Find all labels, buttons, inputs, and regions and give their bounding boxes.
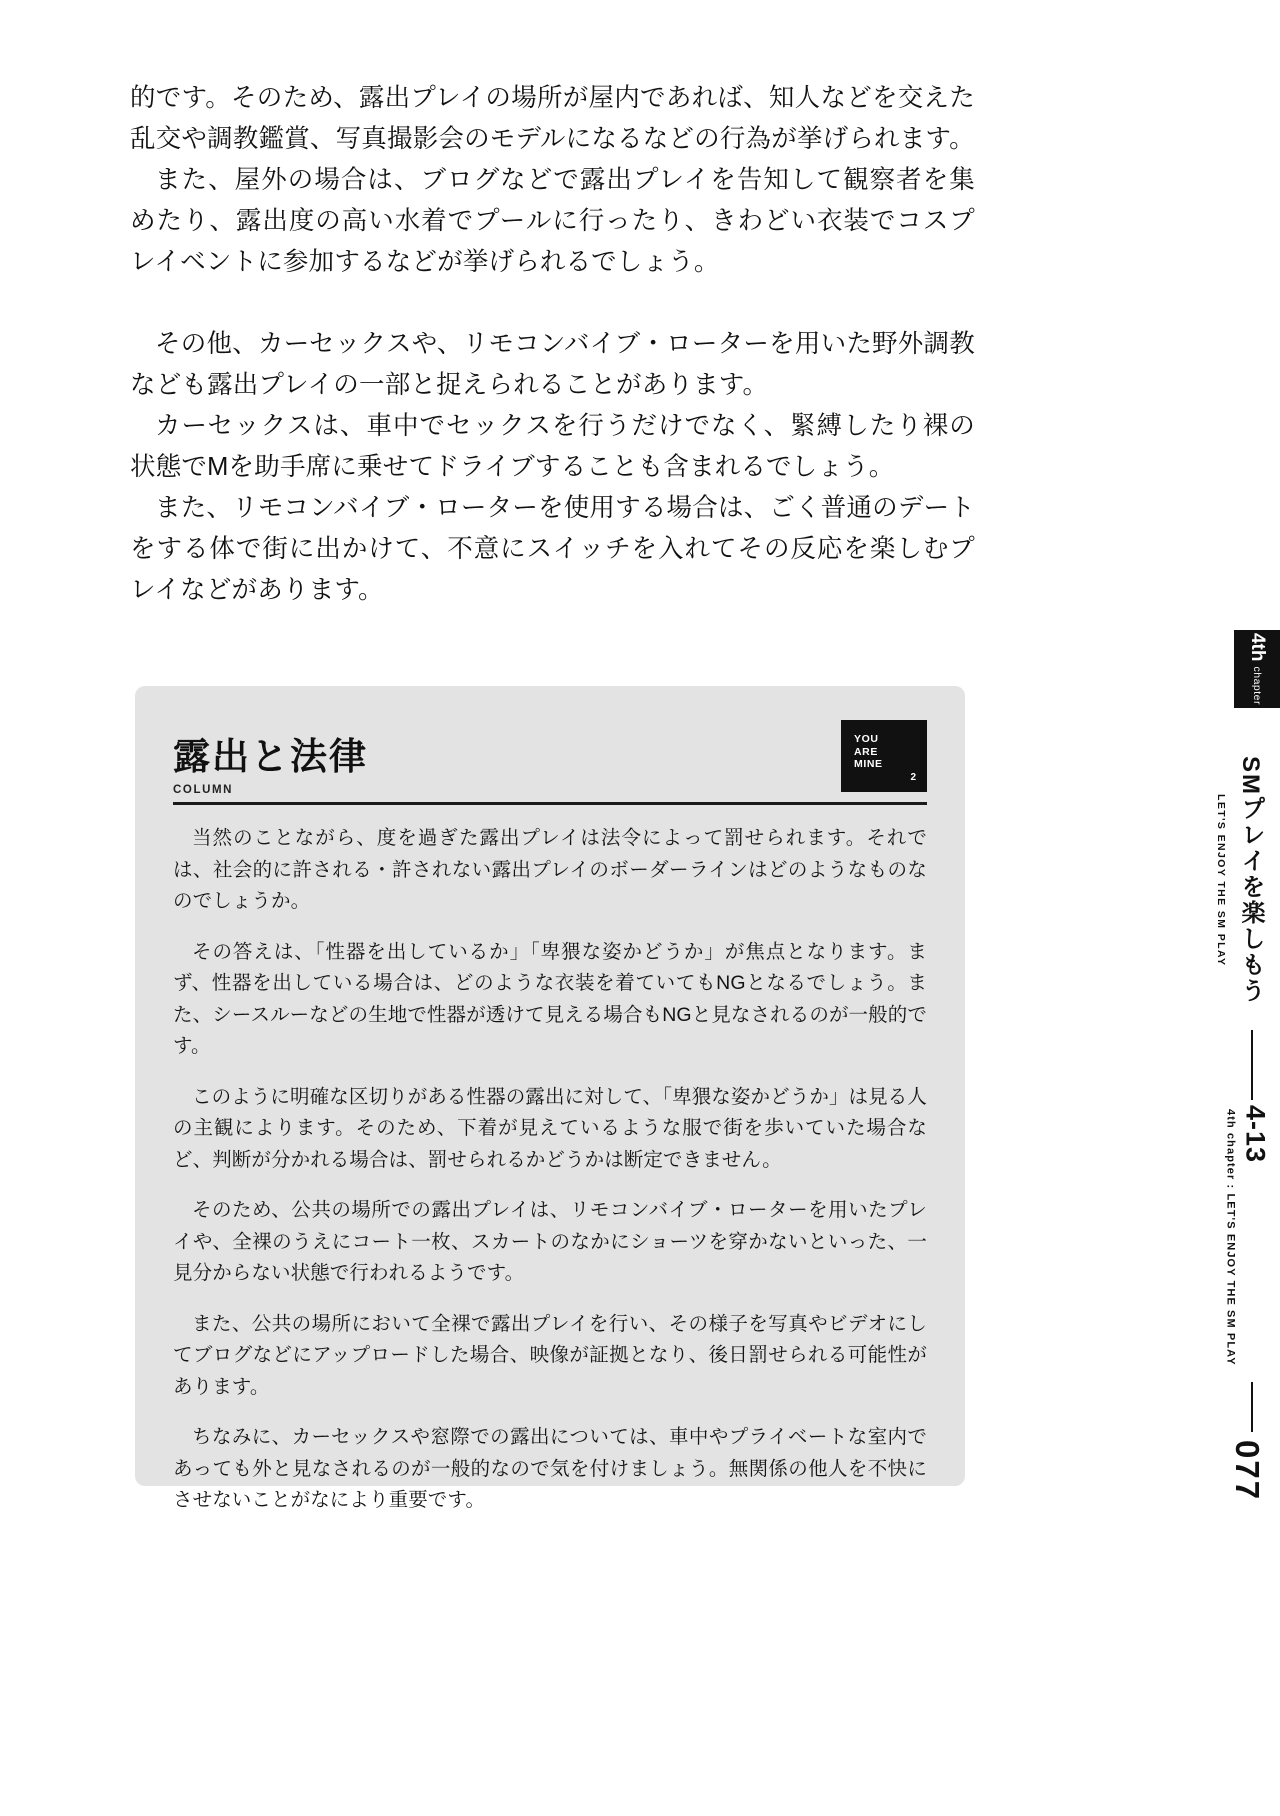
section-description-line2: LET'S ENJOY THE SM PLAY <box>1224 1193 1237 1366</box>
body-paragraph: また、屋外の場合は、ブログなどで露出プレイを告知して観察者を集めたり、露出度の高い水着でプールに行ったり、きわどい衣装でコスプレイベントに参加するなどが挙げられるでしょう。 <box>130 166 975 276</box>
column-paragraph: ちなみに、カーセックスや窓際での露出については、車中やプライベートな室内であっても外と見なされるのが一般的なので気を付けましょう。無関係の他人を不快にさせないことがなにより重要です。 <box>173 1426 927 1511</box>
column-paragraph: その答えは、「性器を出しているか」「卑猥な姿かどうか」が焦点となります。まず、性器を出している場合は、どのような衣装を着ていてもNGとなるでしょう。また、シースルーなどの生地で性器が透けて見える場合もNGと見なされるのが一般的です。 <box>173 940 927 1057</box>
chapter-tab-word: chapter <box>1251 666 1263 706</box>
logo-text-block <box>854 733 883 771</box>
logo-line-1: YOU <box>854 733 879 745</box>
chapter-title-ja: SMプレイを楽しもう <box>1237 756 1264 1004</box>
section-description-line1: 4th chapter : <box>1224 1109 1237 1190</box>
logo-line-3: MINE <box>854 758 883 770</box>
section-description <box>1224 1109 1238 1366</box>
chapter-title-en: LET'S ENJOY THE SM PLAY <box>1215 793 1227 967</box>
logo-line-2: ARE <box>854 745 878 758</box>
column-title-wrap <box>173 736 368 796</box>
you-are-mine-logo-icon <box>841 720 927 792</box>
page-body-text <box>130 78 975 611</box>
column-header <box>173 720 927 805</box>
column-label: COLUMN <box>173 784 234 796</box>
body-paragraph: その他、カーセックスや、リモコンバイブ・ローターを用いた野外調教なども露出プレイの一部と捉えられることがあります。 <box>130 330 975 399</box>
column-box <box>135 686 965 1511</box>
sidebar-divider-top <box>1251 1030 1253 1100</box>
paragraph-spacer <box>130 283 975 324</box>
body-paragraph: また、リモコンバイブ・ローターを使用する場合は、ごく普通のデートをする体で街に出かけて、不意にスイッチを入れてその反応を楽しむプレイなどがあります。 <box>130 494 975 604</box>
chapter-tab-number: 4th <box>1247 632 1268 662</box>
body-paragraph: カーセックスは、車中でセックスを行うだけでなく、緊縛したり裸の状態でMを助手席に乗せてドライブすることも含まれるでしょう。 <box>130 412 975 481</box>
sidebar-divider-bottom <box>1251 1382 1253 1432</box>
column-paragraph: そのため、公共の場所での露出プレイは、リモコンバイブ・ローターを用いたプレイや、全裸のうえにコート一枚、スカートのなかにショーツを穿かないといった、一見分からない状態で行われるようです。 <box>173 1199 927 1284</box>
column-paragraph: このように明確な区切りがある性器の露出に対して、「卑猥な姿かどうか」は見る人の主観によります。そのため、下着が見えているような服で街を歩いていた場合など、判断が分かれる場合は、罰せられるかどうかは断定できません。 <box>173 1085 927 1171</box>
page-number: 077 <box>1229 1440 1266 1502</box>
column-paragraph: 当然のことながら、度を過ぎた露出プレイは法令によって罰せられます。それでは、社会的に許される・許されない露出プレイのボーダーラインはどのようなものなのでしょうか。 <box>173 827 927 912</box>
body-paragraph: 的です。そのため、露出プレイの場所が屋内であれば、知人などを交えた乱交や調教鑑賞、写真撮影会のモデルになるなどの行為が挙げられます。 <box>130 84 975 153</box>
column-body <box>173 823 927 1517</box>
column-paragraph: また、公共の場所において全裸で露出プレイを行い、その様子を写真やビデオにしてブログなどにアップロードした場合、映像が証拠となり、後日罰せられる可能性があります。 <box>173 1312 927 1398</box>
section-marker <box>1216 1105 1278 1366</box>
chapter-title-vertical <box>1215 756 1268 1004</box>
section-number: 4-13 <box>1240 1105 1271 1164</box>
chapter-tab-inner <box>1234 630 1280 708</box>
logo-number: 2 <box>910 772 916 783</box>
column-title: 露出と法律 <box>173 736 368 778</box>
chapter-tab <box>1234 630 1280 708</box>
